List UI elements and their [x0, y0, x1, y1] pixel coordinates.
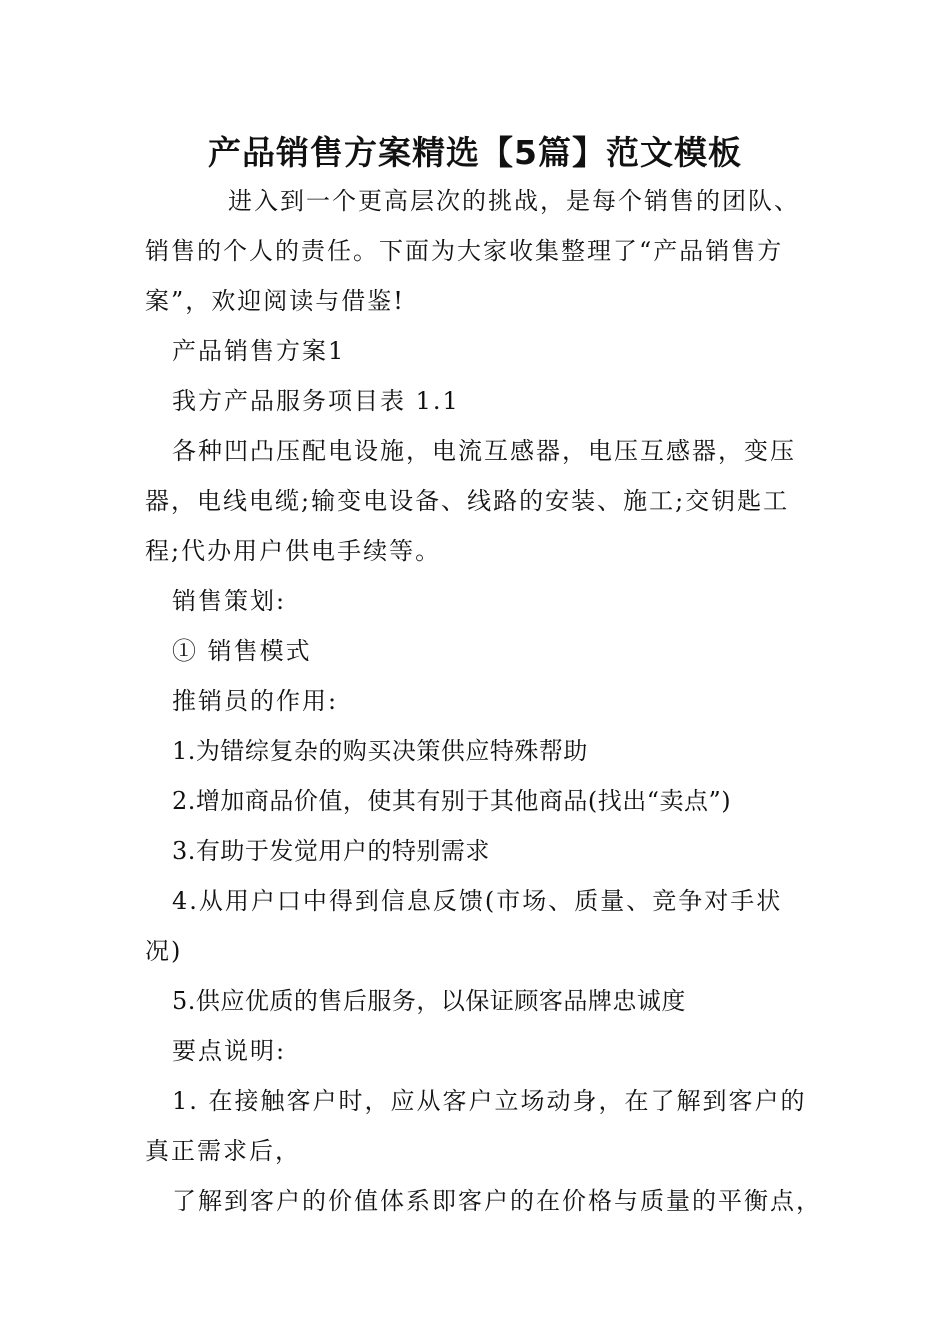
paragraph-line: 器，电线电缆;输变电设备、线路的安装、施工;交钥匙工 — [145, 487, 790, 515]
paragraph-line: 要点说明: — [172, 1037, 287, 1065]
list-item: 1. 在接触客户时，应从客户立场动身，在了解到客户的 — [172, 1087, 807, 1115]
list-item: 3.有助于发觉用户的特别需求 — [172, 837, 490, 865]
paragraph-line: ① 销售模式 — [172, 637, 312, 665]
paragraph-line: 我方产品服务项目表 1.1 — [172, 387, 460, 415]
paragraph-line: 程;代办用户供电手续等。 — [145, 537, 442, 565]
paragraph-line: 销售策划: — [172, 587, 287, 615]
paragraph-line: 况) — [145, 937, 183, 965]
paragraph-line: 进入到一个更高层次的挑战，是每个销售的团队、 — [228, 187, 800, 215]
paragraph-line: 推销员的作用: — [172, 687, 339, 715]
section-heading: 产品销售方案1 — [172, 337, 346, 365]
list-item: 2.增加商品价值，使其有别于其他商品(找出“卖点”) — [172, 787, 732, 815]
list-item: 4.从用户口中得到信息反馈(市场、质量、竞争对手状 — [172, 887, 783, 915]
list-item: 1.为错综复杂的购买决策供应特殊帮助 — [172, 737, 588, 765]
paragraph-line: 各种凹凸压配电设施，电流互感器，电压互感器，变压 — [172, 437, 796, 465]
paragraph-line: 案”，欢迎阅读与借鉴! — [145, 287, 405, 315]
paragraph-line: 了解到客户的价值体系即客户的在价格与质量的平衡点， — [172, 1187, 822, 1215]
list-item: 5.供应优质的售后服务，以保证顾客品牌忠诚度 — [172, 987, 686, 1015]
document-title: 产品销售方案精选【5篇】范文模板 — [208, 133, 742, 172]
paragraph-line: 销售的个人的责任。下面为大家收集整理了“产品销售方 — [145, 237, 784, 265]
paragraph-line: 真正需求后， — [145, 1137, 301, 1165]
